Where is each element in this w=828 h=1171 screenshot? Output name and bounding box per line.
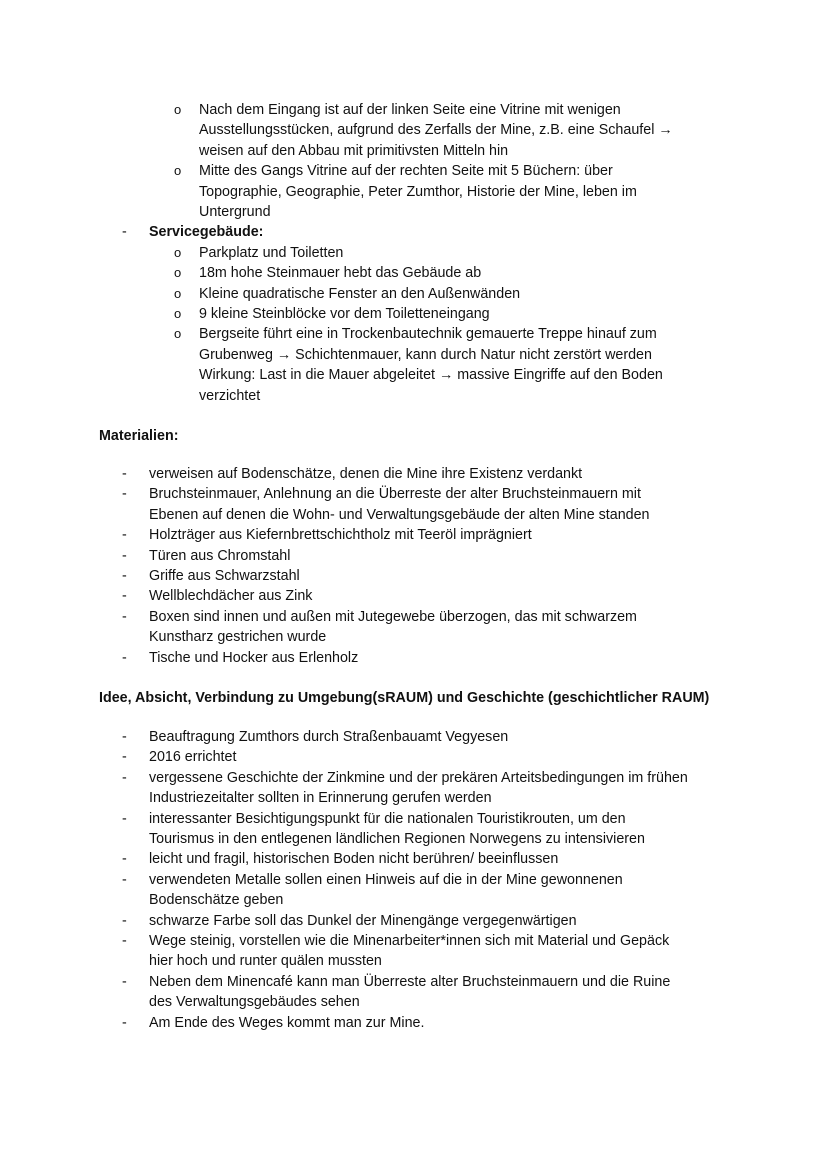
list-bullet-circle: o (174, 163, 182, 179)
list-item-text: Nach dem Eingang ist auf der linken Seite eine Vitrine mit wenigen (199, 102, 621, 118)
list-item-text: Griffe aus Schwarzstahl (149, 568, 300, 584)
list-bullet-dash: - (122, 588, 127, 605)
list-item-text: Bergseite führt eine in Trockenbautechnik gemauerte Treppe hinauf zum (199, 326, 657, 343)
list-item-text: Industriezeitalter sollten in Erinnerung gerufen werden (149, 790, 492, 807)
list-bullet-dash: - (122, 933, 127, 949)
list-item-text: Türen aus Chromstahl (149, 547, 291, 564)
list-item-text: Holzträger aus Kiefernbrettschichtholz mit Teeröl imprägniert (149, 527, 532, 544)
list-item-text: Neben dem Minencafé kann man Überreste alter Bruchsteinmauern und die Ruine (149, 973, 671, 990)
list-bullet-dash: - (122, 769, 127, 786)
list-bullet-circle: o (174, 285, 182, 301)
list-bullet-circle: o (174, 326, 182, 342)
list-item-text: 9 kleine Steinblöcke vor dem Toiletteneingang (199, 306, 490, 322)
list-item-text: 2016 errichtet (149, 749, 237, 766)
list-item-text: hier hoch und runter quälen mussten (149, 953, 382, 970)
list-item-text: Wirkung: Last in die Mauer abgeleitet → massive Eingriffe auf den Boden (199, 367, 663, 384)
list-bullet-dash: - (122, 608, 127, 625)
list-item-text: Wellblechdächer aus Zink (149, 588, 313, 605)
list-bullet-circle: o (174, 244, 182, 260)
list-item-text: Grubenweg → Schichtenmauer, kann durch Natur nicht zerstört werden (199, 346, 652, 363)
list-bullet-dash: - (122, 810, 127, 827)
list-item-text: Ausstellungsstücken, aufgrund des Zerfalls der Mine, z.B. eine Schaufel → (199, 122, 673, 139)
list-item-text: Tourismus in den entlegenen ländlichen Regionen Norwegens zu intensivieren (149, 831, 645, 847)
list-bullet-dash: - (122, 466, 127, 482)
list-item-text: Wege steinig, vorstellen wie die Minenarbeiter*innen sich mit Material und Gepäck (149, 933, 670, 949)
list-bullet-dash: - (122, 912, 127, 929)
list-item-text: Beauftragung Zumthors durch Straßenbauamt Vegyesen (149, 729, 509, 745)
list-bullet-dash: - (122, 568, 127, 584)
list-item-text: weisen auf den Abbau mit primitivsten Mitteln hin (199, 142, 509, 159)
service-building-label: Servicegebäude: (149, 224, 264, 241)
list-item-text: Am Ende des Weges kommt man zur Mine. (149, 1014, 425, 1031)
list-item-text: verwendeten Metalle sollen einen Hinweis auf die in der Mine gewonnenen (149, 871, 623, 888)
list-bullet-circle: o (174, 102, 182, 117)
list-bullet-dash: - (122, 973, 127, 990)
list-item-text: Kunstharz gestrichen wurde (149, 629, 327, 646)
list-item-text: Tische und Hocker aus Erlenholz (149, 649, 359, 666)
list-bullet-dash: - (122, 649, 127, 666)
section-heading-materialien: Materialien: (99, 428, 179, 444)
list-item-text: verweisen auf Bodenschätze, denen die Mine ihre Existenz verdankt (149, 466, 583, 482)
list-bullet-circle: o (174, 265, 182, 281)
list-item-text: Bruchsteinmauer, Anlehnung an die Überreste der alter Bruchsteinmauern mit (149, 486, 641, 503)
list-item-text: Topographie, Geographie, Peter Zumthor, Historie der Mine, leben im (199, 183, 637, 200)
list-item-text: des Verwaltungsgebäudes sehen (149, 994, 360, 1011)
list-item-text: Untergrund (199, 204, 271, 220)
list-item-text: schwarze Farbe soll das Dunkel der Minengänge vergegenwärtigen (149, 912, 577, 929)
list-bullet-dash: - (122, 1014, 127, 1031)
list-item-text: leicht und fragil, historischen Boden nicht berühren/ beeinflussen (149, 851, 559, 868)
list-item-text: interessanter Besichtigungspunkt für die nationalen Touristikrouten, um den (149, 810, 626, 827)
list-item-text: Ebenen auf denen die Wohn- und Verwaltungsgebäude der alten Mine standen (149, 506, 650, 523)
list-item-text: Bodenschätze geben (149, 892, 284, 909)
list-item-text: verzichtet (199, 387, 261, 404)
list-bullet-dash: - (122, 224, 127, 241)
list-item-text: Kleine quadratische Fenster an den Außenwänden (199, 285, 521, 302)
section-heading-idee: Idee, Absicht, Verbindung zu Umgebung(sRAUM) und Geschichte (geschichtlicher RAUM) (99, 690, 710, 706)
list-bullet-dash: - (122, 486, 127, 503)
list-item-text: Parkplatz und Toiletten (199, 244, 344, 261)
list-bullet-circle: o (174, 306, 182, 321)
list-bullet-dash: - (122, 871, 127, 888)
list-bullet-dash: - (122, 749, 127, 766)
list-item-text: Mitte des Gangs Vitrine auf der rechten Seite mit 5 Büchern: über (199, 163, 613, 180)
list-bullet-dash: - (122, 729, 127, 745)
list-bullet-dash: - (122, 547, 127, 564)
list-item-text: Boxen sind innen und außen mit Jutegewebe überzogen, das mit schwarzem (149, 608, 637, 625)
list-item-text: 18m hohe Steinmauer hebt das Gebäude ab (199, 265, 482, 282)
list-bullet-dash: - (122, 851, 127, 868)
list-item-text: vergessene Geschichte der Zinkmine und der prekären Arteitsbedingungen im frühen (149, 769, 688, 786)
list-bullet-dash: - (122, 527, 127, 544)
